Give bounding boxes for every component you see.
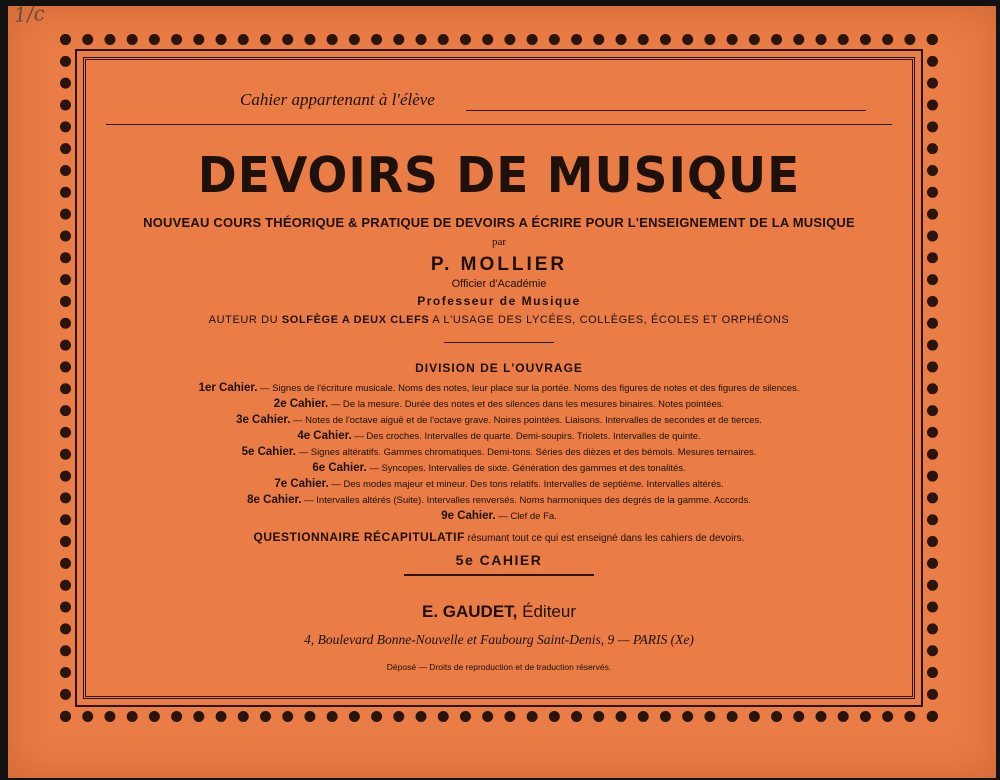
- cahier-text: — De la mesure. Durée des notes et des silences dans les mesures binaires. Notes pointées.: [330, 399, 725, 410]
- cahier-item: [86, 398, 912, 410]
- questionnaire-line: [86, 530, 912, 544]
- cahier-text: — Signes de l'écriture musicale. Noms des notes, leur place sur la portée. Noms des figures de notes et des figures de silences.: [260, 383, 800, 394]
- cahier-label: 7e Cahier.: [274, 478, 329, 490]
- cahier-text: — Signes altératifs. Gammes chromatiques. Demi-tons. Séries des dièzes et des bémols. Mesures ternaires.: [298, 447, 757, 458]
- author-title-professeur: Professeur de Musique: [417, 294, 581, 308]
- author-works-suffix: A L'USAGE DES LYCÉES, COLLÈGES, ÉCOLES ET ORPHÉONS: [432, 314, 790, 326]
- cahier-label: 1er Cahier.: [198, 382, 258, 394]
- owner-name-line: [466, 110, 866, 111]
- publisher-name: E. GAUDET,: [421, 602, 518, 621]
- header-rule: [106, 124, 892, 125]
- cahier-text: — Syncopes. Intervalles de sixte. Génération des gammes et des tonalités.: [369, 463, 686, 474]
- publisher-role: Éditeur: [522, 602, 576, 621]
- author-name: P. MOLLIER: [430, 254, 568, 275]
- cahier-item: [86, 382, 912, 394]
- cahier-label: 9e Cahier.: [441, 510, 496, 522]
- by-label: par: [491, 236, 507, 248]
- divider: [444, 342, 554, 343]
- division-title: DIVISION DE L'OUVRAGE: [415, 361, 583, 375]
- cahier-label: 4e Cahier.: [297, 430, 352, 442]
- cahier-text: — Des modes majeur et mineur. Des tons relatifs. Intervalles de septième. Intervalles altérés.: [331, 479, 724, 490]
- author-works-bold: SOLFÈGE A DEUX CLEFS: [281, 314, 430, 326]
- questionnaire-text: résumant tout ce qui est enseigné dans les cahiers de devoirs.: [467, 533, 745, 544]
- cahier-text: — Clef de Fa.: [498, 511, 557, 522]
- publisher: [86, 602, 912, 622]
- publisher-address: 4, Boulevard Bonne-Nouvelle et Faubourg Saint-Denis, 9 — PARIS (Xe): [304, 632, 694, 647]
- cahier-item: [86, 462, 912, 474]
- pencil-mark: 1/c: [13, 0, 46, 28]
- cahier-item: [86, 478, 912, 490]
- author-works-prefix: AUTEUR DU: [208, 314, 279, 326]
- cahier-number-rule: [404, 574, 594, 576]
- book-title: DEVOIRS DE MUSIQUE: [197, 146, 801, 205]
- cahier-text: — Des croches. Intervalles de quarte. Demi-soupirs. Triolets. Intervalles de quinte.: [354, 431, 701, 442]
- cahier-text: — Notes de l'octave aiguë et de l'octave grave. Noires pointées. Liaisons. Intervalles de secondes et de tierces.: [293, 415, 762, 426]
- cahier-item: [86, 446, 912, 458]
- cahier-label: 6e Cahier.: [312, 462, 367, 474]
- cahier-label: 8e Cahier.: [247, 494, 302, 506]
- cahier-item: [86, 510, 912, 522]
- cover-content: [86, 60, 912, 696]
- questionnaire-bold: QUESTIONNAIRE RÉCAPITULATIF: [253, 530, 465, 544]
- author-works: [86, 314, 912, 326]
- cahier-text: — Intervalles altérés (Suite). Intervalles renversés. Noms harmoniques des degrés de la gamme. Accords.: [304, 495, 751, 506]
- cahier-label: 5e Cahier.: [241, 446, 296, 458]
- copyright-notice: Déposé — Droits de reproduction et de traduction réservés.: [386, 662, 612, 672]
- cahier-label: 3e Cahier.: [236, 414, 291, 426]
- cahier-item: [86, 430, 912, 442]
- cahier-number: 5e CAHIER: [455, 552, 543, 568]
- cahier-item: [86, 414, 912, 426]
- owner-label: Cahier appartenant à l'élève: [240, 90, 435, 109]
- book-subtitle: NOUVEAU COURS THÉORIQUE & PRATIQUE DE DEVOIRS A ÉCRIRE POUR L'ENSEIGNEMENT DE LA MUSIQUE: [143, 215, 855, 230]
- cahier-label: 2e Cahier.: [273, 398, 329, 410]
- cahier-item: [86, 494, 912, 506]
- author-title-officier: Officier d'Académie: [451, 278, 547, 290]
